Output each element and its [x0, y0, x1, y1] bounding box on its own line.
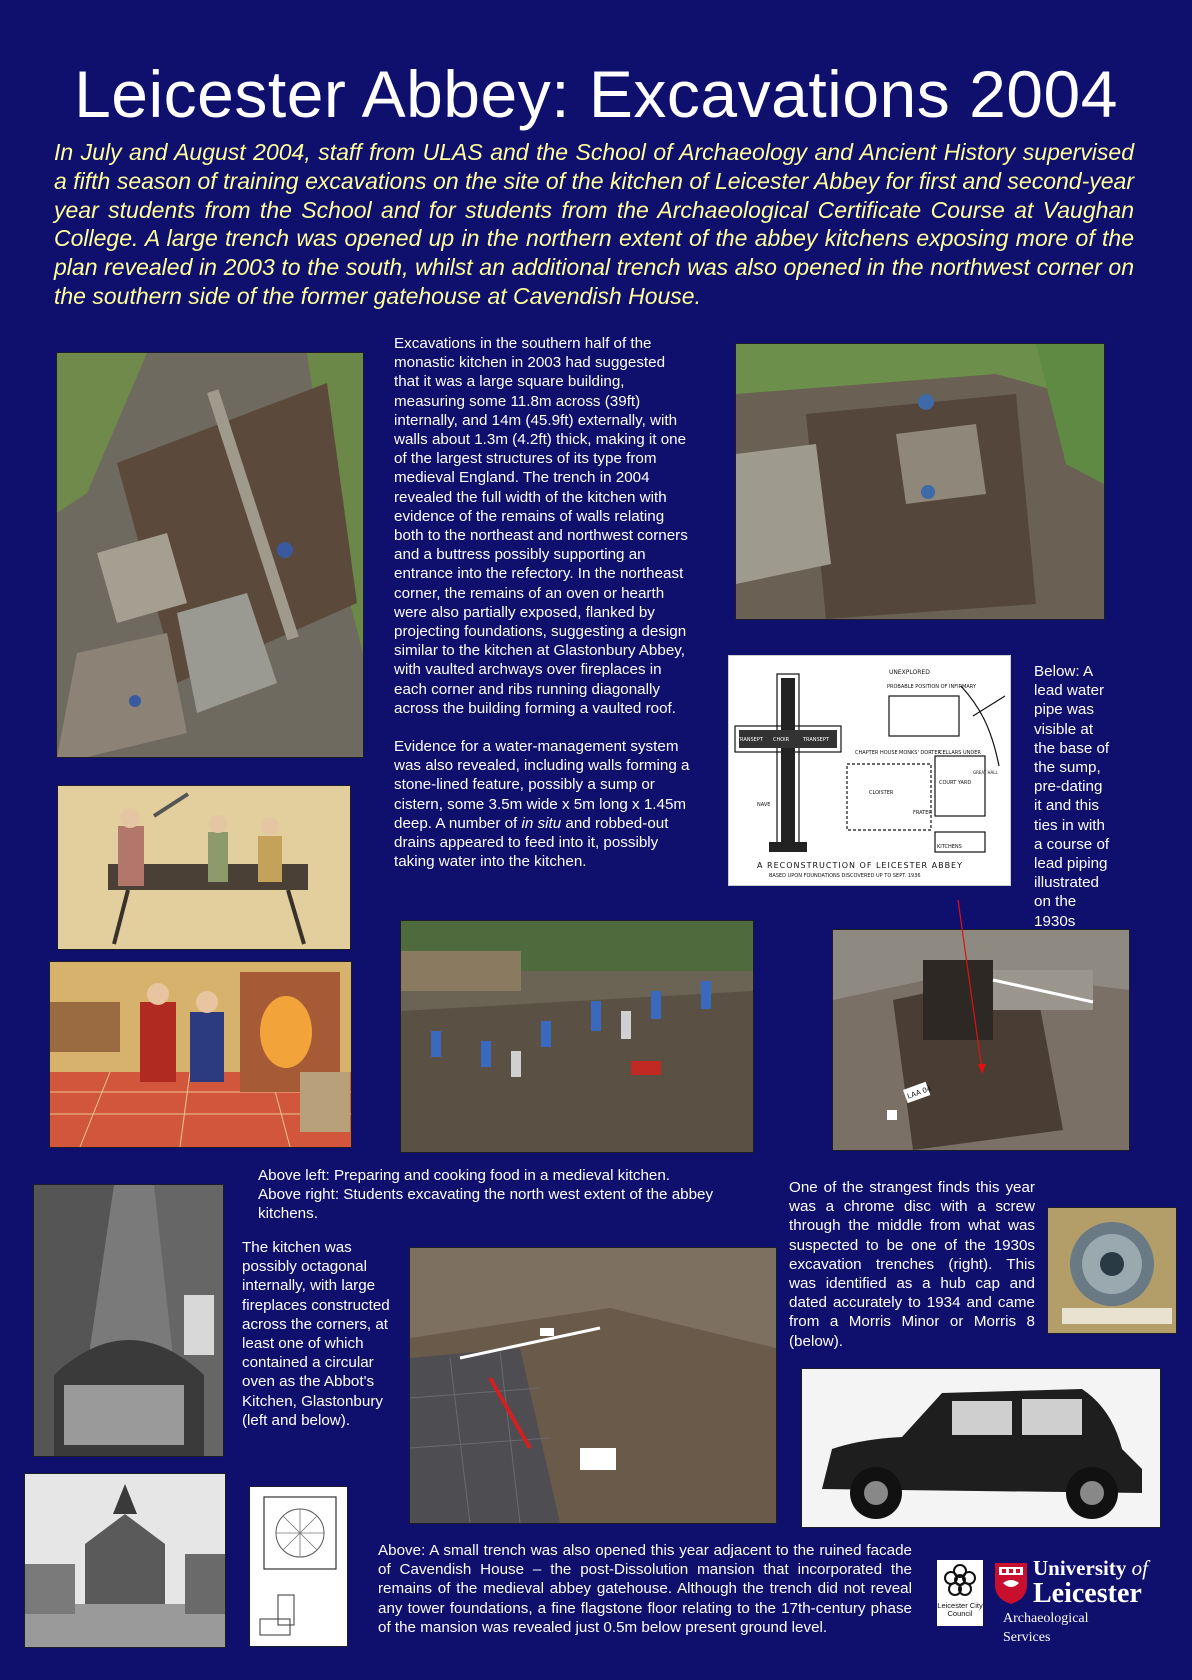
cavendish-trench-photo — [409, 1247, 777, 1524]
water-text-start: Evidence for a water-management system was also revealed, including walls forming a stone-lined feature, possibly a sump or cistern, some 3.5m wide x 5m long x 1.45m deep. A number of — [394, 738, 690, 832]
archaeological-word: Archaeological — [1003, 1611, 1089, 1626]
glastonbury-exterior-photo — [24, 1473, 226, 1648]
plan-label-cellars: CELLARS UNDER — [939, 750, 981, 756]
hubcap-photo — [1047, 1207, 1177, 1334]
plan-subtitle: BASED UPON FOUNDATIONS DISCOVERED UP TO SEPT. 1936 — [769, 873, 921, 879]
sump-lead-pipe-photo — [832, 929, 1130, 1151]
water-text-end: and robbed-out drains appeared to feed into it, possibly taking water into the kitchen. — [394, 814, 669, 871]
archaeological-services-label — [1003, 1609, 1089, 1647]
university-of-word: of — [1131, 1556, 1148, 1580]
plan-label-transept-left: TRANSEPT — [737, 737, 763, 743]
hubcap-caption: One of the strangest finds this year was a chrome disc with a screw through the middle from what was suspected to be one of the 1930s excavation trenches (right). This was identified as a hub cap and dated accurately to 1934 and came from a Morris Minor or Morris 8 (below). — [789, 1179, 1035, 1350]
kitchen-description-paragraph: Excavations in the southern half of the monastic kitchen in 2003 had suggested that it was a large square building, measuring some 11.8m across (39ft) internally, and 14m (45.9ft) externally, with walls about 1.3m (4.2ft) thick, making it one of the largest structures of its type from medieval England. The trench in 2004 revealed the full width of the kitchen with evidence of the remains of walls relating both to the northeast and northwest corners and a buttress possibly supporting an entrance into the refectory. In the northeast corner, the remains of an oven or hearth were also partially exposed, flanked by projecting foundations, suggesting a design similar to the kitchen at Glastonbury Abbey, with vaulted archways over fireplaces in each corner and ribs running diagonally across the building forming a vaulted roof. — [394, 335, 688, 717]
above-left-caption: Above left: Preparing and cooking food in a medieval kitchen. — [258, 1167, 671, 1184]
above-right-caption: Above right: Students excavating the north west extent of the abbey kitchens. — [258, 1186, 714, 1223]
students-excavating-photo — [400, 920, 754, 1153]
trench-aerial-photo-1 — [56, 352, 364, 758]
glastonbury-plan-drawing — [249, 1486, 348, 1647]
rose-icon — [943, 1563, 977, 1597]
sump-sign-text: LAA 04 — [906, 1084, 933, 1101]
trench-aerial-photo-2 — [735, 343, 1105, 620]
plan-label-choir: CHOIR — [773, 737, 790, 743]
university-shield-icon — [993, 1561, 1029, 1605]
plan-label-chapter: CHAPTER HOUSE — [855, 750, 898, 756]
plan-label-frater: FRATER — [913, 810, 932, 816]
plan-label-cloister: CLOISTER — [869, 790, 894, 796]
abbey-reconstruction-plan — [728, 655, 1011, 886]
glastonbury-caption: The kitchen was possibly octagonal internally, with large fireplaces constructed across the corners, at least one of which contained a circular oven as the Abbot's Kitchen, Glastonbury (left and below). — [242, 1239, 390, 1429]
university-wordmark — [1033, 1556, 1183, 1608]
university-word: University — [1033, 1556, 1127, 1580]
medieval-kitchen-illustration-1 — [57, 785, 351, 950]
intro-paragraph: In July and August 2004, staff from ULAS and the School of Archaeology and Ancient History supervised a fifth season of training excavations on the site of the kitchen of Leicester Abbey for first and second-year year students from the School and for students from the Archaeological Certificate Course at Vaughan College. A large trench was opened up in the northern extent of the abbey kitchens exposing more of the plan revealed in 2003 to the south, whilst an additional trench was also opened in the northwest corner on the southern side of the former gatehouse at Cavendish House. — [54, 139, 1134, 309]
council-logo-text: Leicester City Council — [937, 1601, 983, 1618]
page-title: Leicester Abbey: Excavations 2004 — [74, 57, 1118, 131]
lead-pipe-caption: Below: A lead water pipe was visible at the base of the sump, pre-dating it and this ties in with a course of lead piping illustrated on the 1930s — [1034, 663, 1110, 930]
in-situ-emphasis: in situ — [521, 814, 562, 832]
plan-label-great-hall: GREAT HALL — [973, 770, 998, 775]
plan-label-nave: NAVE — [757, 802, 771, 808]
plan-label-court-yard: COURT YARD — [939, 780, 972, 786]
plan-title: A RECONSTRUCTION OF LEICESTER ABBEY — [757, 861, 963, 870]
services-word: Services — [1003, 1630, 1051, 1645]
water-management-paragraph — [394, 737, 694, 871]
plan-label-unexplored: UNEXPLORED — [889, 669, 930, 676]
plan-label-dorter: MONKS' DORTER — [899, 750, 941, 756]
medieval-bakery-illustration-2 — [49, 961, 352, 1148]
plan-label-kitchens: KITCHENS — [937, 844, 962, 850]
glastonbury-interior-photo — [33, 1184, 224, 1457]
city-council-logo — [937, 1560, 983, 1626]
plan-label-transept-right: TRANSEPT — [803, 737, 829, 743]
main-column — [394, 334, 694, 871]
leicester-word: Leicester — [1033, 1578, 1142, 1609]
plan-label-infirmary: PROBABLE POSITION OF INFIRMARY — [887, 684, 977, 690]
morris-car-photo — [801, 1368, 1161, 1528]
cavendish-caption: Above: A small trench was also opened this year adjacent to the ruined facade of Cavendish House – the post-Dissolution mansion that incorporated the remains of the medieval abbey gatehouse. Although the trench did not reveal any tower foundations, a fine flagstone floor relating to the 17th-century phase of the mansion was revealed just 0.5m below present ground level. — [378, 1542, 912, 1636]
